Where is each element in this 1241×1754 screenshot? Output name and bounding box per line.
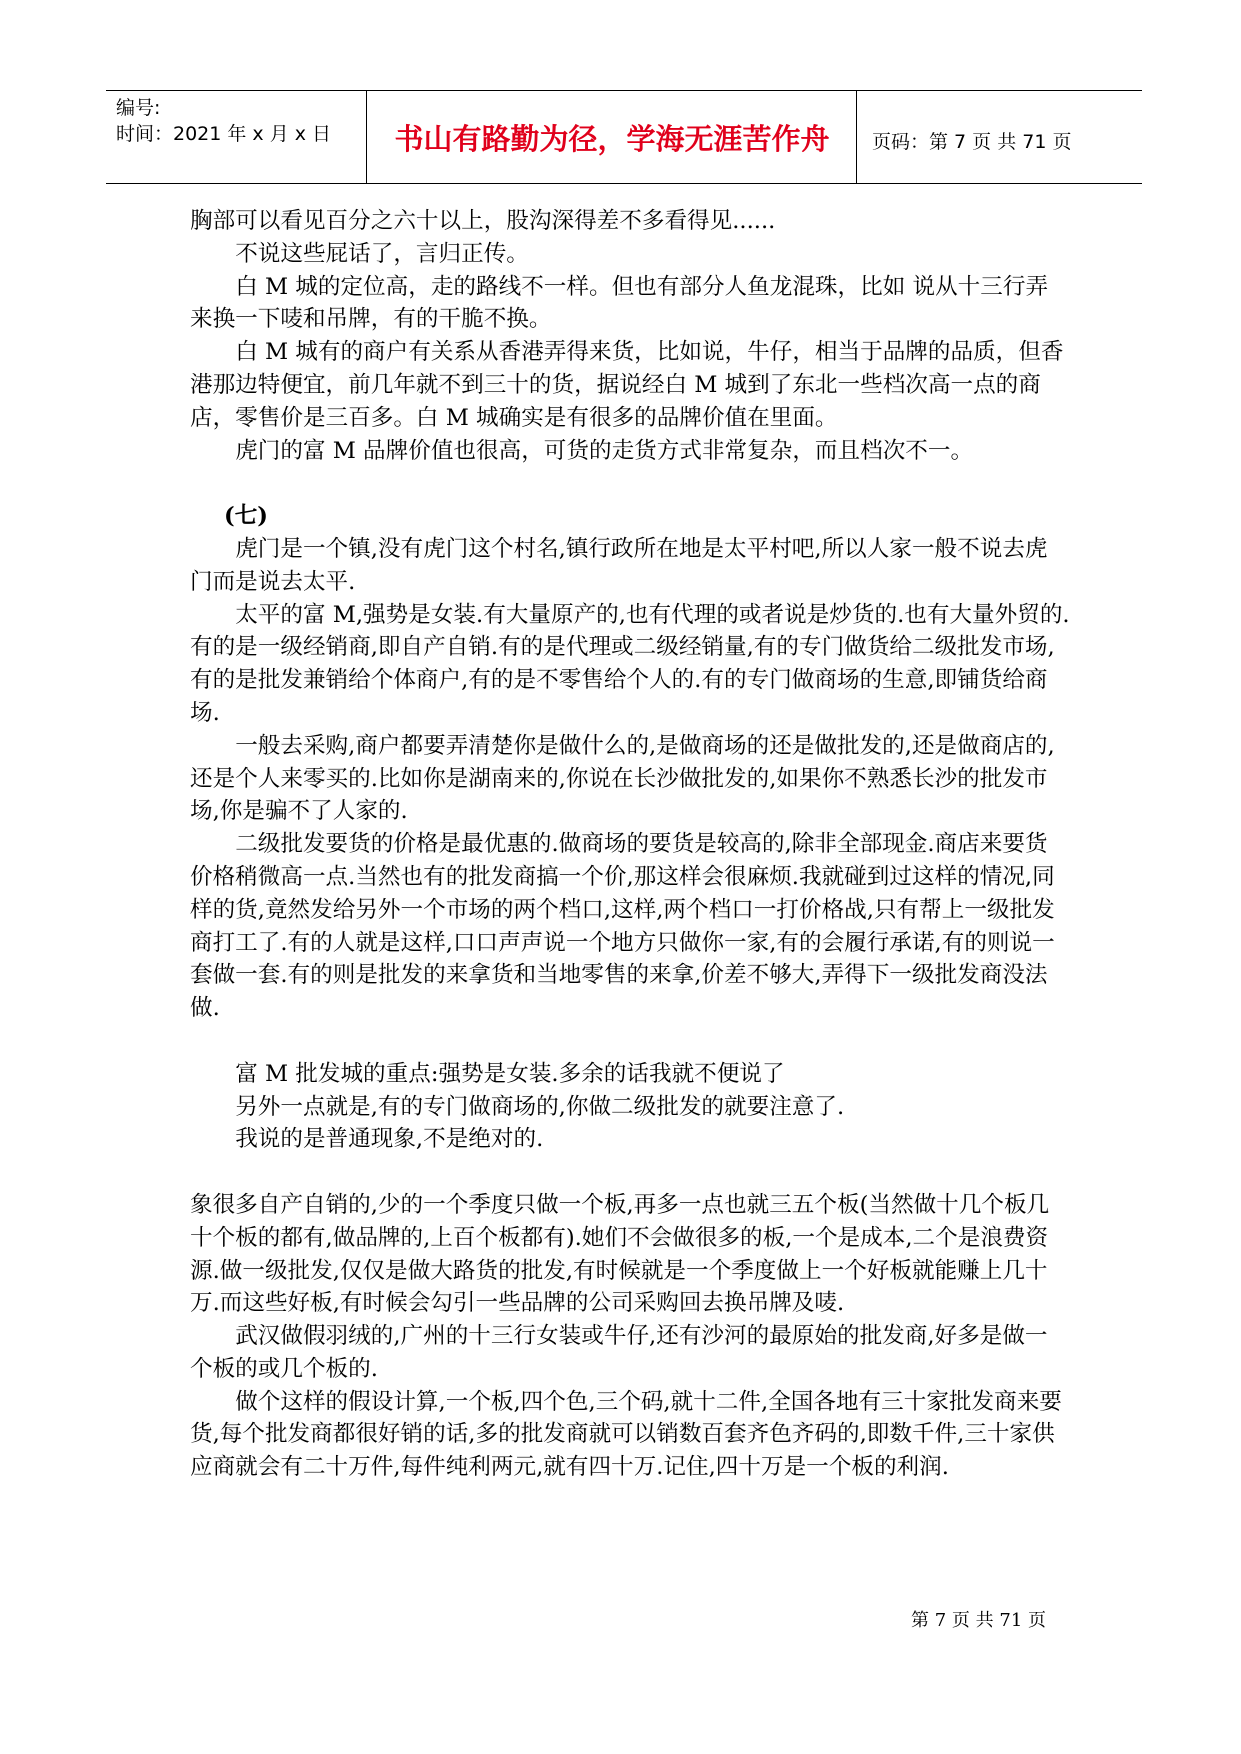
section-heading: (七) bbox=[224, 503, 268, 530]
paragraph: 武汉做假羽绒的,广州的十三行女装或牛仔,还有沙河的最原始的批发商,好多是做一个板的或几个板的. bbox=[190, 1323, 1048, 1382]
paragraph: 不说这些屁话了，言归正传。 bbox=[235, 240, 529, 267]
paragraph: 白 M 城有的商户有关系从香港弄得来货，比如说，牛仔，相当于品牌的品质，但香港那边特便宜，前几年就不到三十的货，据说经白 M 城到了东北一些档次高一点的商店，零售价是三百多。白 M 城确实是有很多的品牌价值在里面。 bbox=[190, 339, 1064, 431]
paragraph: 胸部可以看见百分之六十以上，股沟深得差不多看得见...... bbox=[190, 208, 776, 234]
paragraph: 一般去采购,商户都要弄清楚你是做什么的,是做商场的还是做批发的,还是做商店的,还是个人来零买的.比如你是湖南来的,你说在长沙做批发的,如果你不熟悉长沙的批发市场,你是骗不了人家的. bbox=[190, 732, 1055, 825]
header-info-cell bbox=[106, 91, 367, 183]
paragraph: 虎门的富 M 品牌价值也很高，可货的走货方式非常复杂，而且档次不一。 bbox=[235, 437, 974, 464]
document-time-label: 时间：2021 年 x 月 x 日 bbox=[116, 123, 332, 145]
paragraph: 做个这样的假设计算,一个板,四个色,三个码,就十二件,全国各地有三十家批发商来要货,每个批发商都很好销的话,多的批发商就可以销数百套齐色齐码的,即数千件,三十家供应商就会有二十万件,每件纯利两元,就有四十万.记住,四十万是一个板的利润. bbox=[190, 1388, 1062, 1481]
page-footer: 第 7 页 共 71 页 bbox=[911, 1610, 1046, 1631]
paragraph: 富 M 批发城的重点:强势是女装.多余的话我就不便说了 bbox=[235, 1060, 785, 1087]
header-page-number: 页码：第 7 页 共 71 页 bbox=[872, 131, 1072, 153]
header-page-cell bbox=[858, 91, 1142, 183]
spacer bbox=[190, 467, 1070, 500]
paragraph: 我说的是普通现象,不是绝对的. bbox=[235, 1126, 544, 1153]
spacer bbox=[190, 1156, 1070, 1189]
spacer bbox=[190, 1025, 1070, 1058]
paragraph: 白 M 城的定位高，走的路线不一样。但也有部分人鱼龙混珠，比如 说从十三行弄来换一下唛和吊牌，有的干脆不换。 bbox=[190, 273, 1049, 333]
document-number-label: 编号: bbox=[116, 97, 161, 119]
paragraph: 太平的富 M,强势是女装.有大量原产的,也有代理的或者说是炒货的.也有大量外贸的.有的是一级经销商,即自产自销.有的是代理或二级经销量,有的专门做货给二级批发市场,有的是批发兼销给个体商户,有的是不零售给个人的.有的专门做商场的生意,即铺货给商场. bbox=[190, 601, 1070, 726]
header-motto-cell bbox=[368, 91, 857, 183]
paragraph: 象很多自产自销的,少的一个季度只做一个板,再多一点也就三五个板(当然做十几个板几十个板的都有,做品牌的,上百个板都有).她们不会做很多的板,一个是成本,二个是浪费资源.做一级批发,仅仅是做大路货的批发,有时候就是一个季度做上一个好板就能赚上几十万.而这些好板,有时候会勾引一些品牌的公司采购回去换吊牌及唛. bbox=[190, 1191, 1050, 1317]
header-motto: 书山有路勤为径，学海无涯苦作舟 bbox=[394, 122, 830, 156]
paragraph: 虎门是一个镇,没有虎门这个村名,镇行政所在地是太平村吧,所以人家一般不说去虎门而是说去太平. bbox=[190, 535, 1048, 595]
paragraph: 另外一点就是,有的专门做商场的,你做二级批发的就要注意了. bbox=[235, 1093, 845, 1120]
document-body bbox=[190, 205, 1070, 1484]
page-header bbox=[106, 90, 1142, 184]
paragraph: 二级批发要货的价格是最优惠的.做商场的要货是较高的,除非全部现金.商店来要货价格稍微高一点.当然也有的批发商搞一个价,那这样会很麻烦.我就碰到过这样的情况,同样的货,竟然发给另外一个市场的两个档口,这样,两个档口一打价格战,只有帮上一级批发商打工了.有的人就是这样,口口声声说一个地方只做你一家,有的会履行承诺,有的则说一套做一套.有的则是批发的来拿货和当地零售的来拿,价差不够大,弄得下一级批发商没法做. bbox=[190, 831, 1055, 1022]
